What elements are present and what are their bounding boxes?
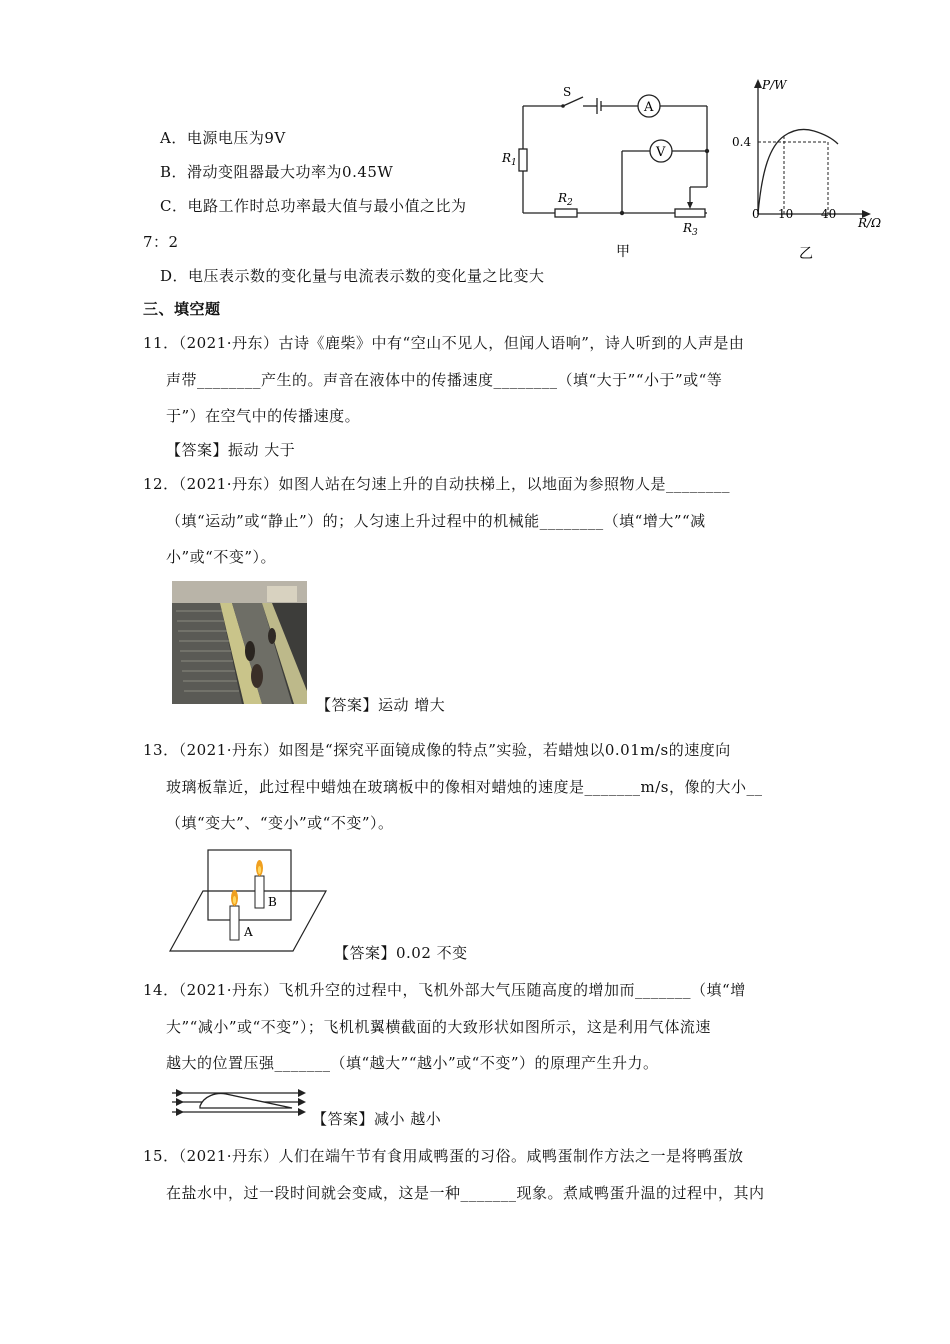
- svg-text:R1: [501, 151, 517, 168]
- option-c-continued: 7：2: [143, 233, 179, 251]
- switch-label: S: [563, 85, 572, 99]
- q13-line-1: 13．（2021·丹东）如图是“探究平面镜成像的特点”实验，若蜡烛以0.01m/s的速度向: [143, 741, 731, 759]
- airflow-arrow-top-icon: [298, 1089, 306, 1097]
- option-c: C．电路工作时总功率最大值与最小值之比为: [160, 197, 467, 215]
- r2-subscript: 2: [567, 198, 573, 208]
- option-a: A．电源电压为9V: [160, 129, 286, 147]
- r1-subscript: 1: [511, 158, 517, 168]
- q11-line-2: 声带________产生的。声音在液体中的传播速度________（填“大于”“小于”或“等: [166, 371, 723, 389]
- q14-line-2: 大”“减小”或“不变”）；飞机机翼横截面的大致形状如图所示，这是利用气体流速: [166, 1018, 711, 1036]
- q12-line-3: 小”或“不变”）。: [166, 548, 277, 566]
- q13-line-2: 玻璃板靠近，此过程中蜡烛在玻璃板中的像相对蜡烛的速度是_______m/s，像的大小__: [166, 778, 763, 796]
- option-b: B．滑动变阻器最大功率为0.45W: [160, 163, 394, 181]
- q11-answer: 【答案】振动 大于: [166, 441, 296, 459]
- r2-label: R: [558, 191, 568, 205]
- airflow-arrow-bottom-icon: [298, 1108, 306, 1116]
- graph-x-tick-10: 10: [778, 207, 794, 221]
- svg-text:R3: [682, 221, 698, 238]
- option-d: D．电压表示数的变化量与电流表示数的变化量之比变大: [160, 267, 545, 285]
- mirror-experiment-figure: [168, 846, 328, 958]
- graph-caption: 乙: [799, 246, 813, 262]
- r1-label: R: [502, 151, 512, 165]
- ammeter-label: A: [644, 100, 654, 115]
- slider-arrow-icon: [687, 202, 693, 209]
- q14-line-1: 14．（2021·丹东）飞机升空的过程中，飞机外部大气压随高度的增加而_______（填“增: [143, 981, 746, 999]
- q11-line-3: 于”）在空气中的传播速度。: [166, 407, 361, 425]
- q14-line-3: 越大的位置压强_______（填“越大”“越小”或“不变”）的原理产生升力。: [166, 1054, 659, 1072]
- q14-answer: 【答案】减小 越小: [312, 1110, 442, 1128]
- power-resistance-graph: [728, 74, 898, 264]
- q11-line-1: 11．（2021·丹东）古诗《鹿柴》中有“空山不见人，但闻人语响”，诗人听到的人声是由: [143, 334, 745, 352]
- voltmeter-label: V: [656, 145, 666, 160]
- q13-line-3: （填“变大”、“变小”或“不变”）。: [166, 814, 394, 832]
- section-heading: 三、填空题: [143, 300, 221, 318]
- candle-a-label: A: [244, 925, 253, 939]
- escalator-photo: [172, 581, 307, 704]
- graph-y-tick: 0.4: [732, 135, 752, 149]
- y-axis-arrow-icon: [754, 79, 762, 88]
- candle-b-label: B: [268, 895, 277, 909]
- graph-y-label: P/W: [762, 78, 787, 92]
- q12-line-1: 12．（2021·丹东）如图人站在匀速上升的自动扶梯上，以地面为参照物人是________: [143, 475, 731, 493]
- r3-subscript: 3: [692, 228, 698, 238]
- q15-line-1: 15．（2021·丹东）人们在端午节有食用咸鸭蛋的习俗。咸鸭蛋制作方法之一是将鸭蛋放: [143, 1147, 744, 1165]
- wing-airflow-figure: [170, 1086, 310, 1122]
- graph-x-label: R/Ω: [858, 216, 882, 230]
- svg-text:R2: [557, 191, 573, 208]
- graph-x-tick-40: 40: [821, 207, 837, 221]
- q15-line-2: 在盐水中，过一段时间就会变咸，这是一种_______现象。煮咸鸭蛋升温的过程中，其内: [166, 1184, 765, 1202]
- airflow-arrow-mid-icon: [298, 1098, 306, 1106]
- q12-answer: 【答案】运动 增大: [316, 696, 446, 714]
- r3-label: R: [683, 221, 693, 235]
- graph-x-tick-0: 0: [752, 207, 760, 221]
- q13-answer: 【答案】0.02 不变: [334, 944, 468, 962]
- circuit-caption: 甲: [616, 244, 630, 260]
- q12-line-2: （填“运动”或“静止”）的；人匀速上升过程中的机械能________（填“增大”“减: [166, 512, 706, 530]
- circuit-diagram: [495, 80, 720, 260]
